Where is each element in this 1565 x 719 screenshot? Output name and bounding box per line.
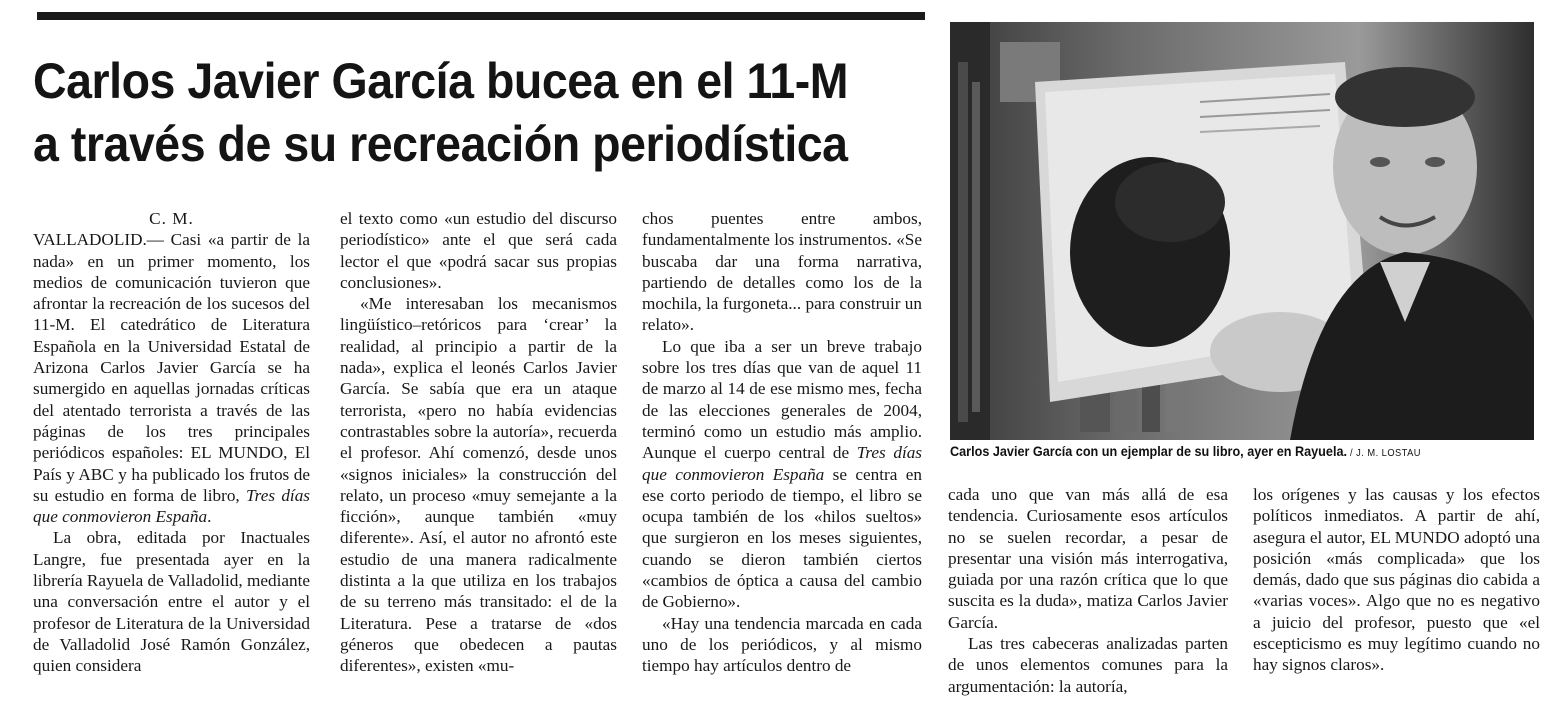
paragraph-5: «Hay una tendencia marcada en cada uno de los periódicos, y al mismo tiempo hay artículos dentro de bbox=[642, 613, 922, 676]
column-2 bbox=[340, 208, 617, 677]
paragraph-1-end: . bbox=[207, 507, 212, 527]
book-title: Tres días que conmovieron España bbox=[33, 485, 310, 527]
column-5 bbox=[1253, 484, 1540, 676]
column-1 bbox=[33, 208, 310, 677]
photo-caption-text: Carlos Javier García con un ejemplar de su libro, ayer en Rayuela. bbox=[950, 444, 1348, 459]
paragraph-6: Las tres cabeceras analizadas parten de unos elementos comunes para la argumentación: la autoría, bbox=[948, 634, 1228, 696]
top-rule bbox=[37, 12, 925, 20]
paragraph-4-text: Lo que iba a ser un breve trabajo sobre los tres días que van de aquel 11 de marzo al 14 de ese mismo mes, fecha de las elecciones generales de 2004, terminó como un estudio más amplio. Aunque el cuerpo central de bbox=[642, 336, 922, 463]
byline-author: C. M. bbox=[149, 209, 194, 228]
paragraph-6-continued: los orígenes y las causas y los efectos políticos inmediatos. A partir de ahí, asegura el autor, EL MUNDO adoptó una posición «más complicada» que los demás, dado que sus páginas dio cabida a «varias voces». Algo que no es negativo a juicio del profesor, puesto que «el escepticismo es muy legítimo cuando no hay signos claros». bbox=[1253, 485, 1540, 675]
author-photo bbox=[950, 22, 1534, 440]
paragraph-1 bbox=[33, 229, 310, 527]
paragraph-1-text: Casi «a partir de la nada» en un primer momento, los medios de comunicación tuvieron que afrontar la recreación de los sucesos del 11-M. El catedrático de Literatura Española en la Universidad Estatal de Arizona Carlos Javier García se ha sumergido en aquellas jornadas críticas del atentado terrorista a través de las páginas de los tres principales periódicos españoles: EL MUNDO, El País y ABC y ha publicado los frutos de su estudio en forma de libro, bbox=[33, 230, 310, 505]
headline: Carlos Javier García bucea en el 11-M a través de su recreación periodística bbox=[33, 53, 849, 172]
paragraph-3: «Me interesaban los mecanismos lingüístico–retóricos para ‘crear’ la realidad, al principio a partir de la nada», explica el leonés Carlos Javier García. Se sabía que era un ataque terrorista, «pero no había evidencias contrastables sobre la autoría», recuerda el profesor. Ahí comenzó, desde unos «signos iniciales» la construcción del relato, un proceso «muy semejante a la ficción», aunque también «muy diferente». Así, el autor no afrontó este estudio de una manera radicalmente distinta a la que utiliza en los trabajos de su terreno más transitado: el de la Literatura. Pese a tratarse de «dos géneros que obedecen a pautas diferentes», existen «mu- bbox=[340, 294, 617, 676]
book-title: Tres días que conmovieron España bbox=[642, 443, 922, 484]
paragraph-2: La obra, editada por Inactuales Langre, fue presentada ayer en la librería Rayuela de Valladolid, mediante una conversación entre el autor y el profesor de Literatura de la Universidad de Valladolid José Ramón González, quien considera bbox=[33, 528, 310, 676]
column-3 bbox=[642, 208, 922, 677]
column-4 bbox=[948, 484, 1228, 697]
paragraph-2-continued: el texto como «un estudio del discurso periodístico» ante el que será cada lector el que «podrá sacar sus propias conclusiones». bbox=[340, 209, 617, 292]
paragraph-3-continued: chos puentes entre ambos, fundamentalmente los instrumentos. «Se buscaba dar una forma narrativa, partiendo de detalles como los de la mochila, la furgoneta... para construir un relato». bbox=[642, 209, 922, 335]
byline-location: VALLADOLID.— bbox=[33, 230, 164, 250]
paragraph-5-continued: cada uno que van más allá de esa tendencia. Curiosamente esos artículos no se suelen recordar, a pesar de presentar una visión más interrogativa, guiada por una razón crítica que lo que suscita es la duda», matiza Carlos Javier García. bbox=[948, 485, 1228, 632]
paragraph-4-end: se centra en ese corto periodo de tiempo, el libro se ocupa también de los «hilos sueltos» que surgieron en los meses siguientes, cuando se dieron también ciertos «cambios de óptica a causa del cambio de Gobierno». bbox=[642, 464, 922, 612]
photo-credit: / J. M. LOSTAU bbox=[1347, 448, 1421, 459]
photo-caption bbox=[950, 444, 1508, 459]
author-photo-image bbox=[950, 22, 1534, 440]
paragraph-4 bbox=[642, 336, 922, 613]
